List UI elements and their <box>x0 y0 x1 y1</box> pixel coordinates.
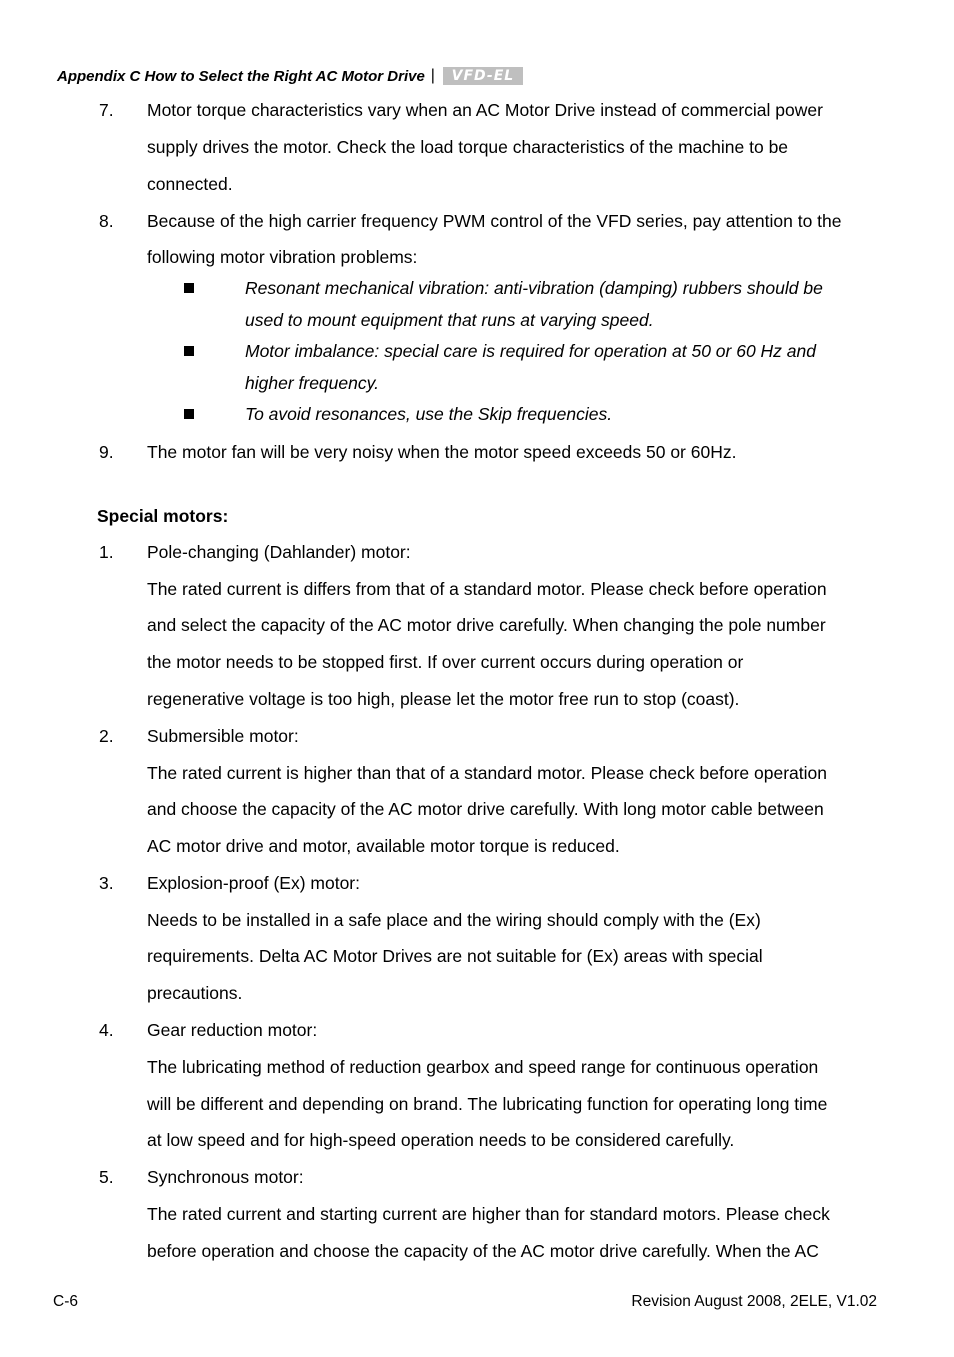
special-1-number: 1. <box>99 542 114 562</box>
bullet-1-line-2: used to mount equipment that runs at varying speed. <box>245 310 654 330</box>
special-2-line-3: AC motor drive and motor, available motor torque is reduced. <box>147 836 620 856</box>
special-2-line-1: The rated current is higher than that of a standard motor. Please check before operation <box>147 763 827 783</box>
item-7-line-2: supply drives the motor. Check the load torque characteristics of the machine to be <box>147 137 789 157</box>
page-header <box>57 64 523 88</box>
special-4-line-2: will be different and depending on brand. The lubricating function for operating long time <box>147 1094 828 1114</box>
special-3-line-3: precautions. <box>147 983 243 1003</box>
item-8-number: 8. <box>99 211 114 231</box>
header-separator: | <box>430 67 435 84</box>
special-5-number: 5. <box>99 1167 114 1187</box>
page-number: C-6 <box>53 1293 78 1310</box>
special-5-line-2: before operation and choose the capacity of the AC motor drive carefully. When the AC <box>147 1241 819 1261</box>
item-9-number: 9. <box>99 442 114 462</box>
special-4-line-3: at low speed and for high-speed operation needs to be considered carefully. <box>147 1130 735 1150</box>
special-4-number: 4. <box>99 1020 114 1040</box>
revision-note: Revision August 2008, 2ELE, V1.02 <box>631 1293 877 1310</box>
item-7-number: 7. <box>99 100 114 120</box>
item-7-line-3: connected. <box>147 174 233 194</box>
vfd-el-logo: VFD-EL <box>443 67 523 85</box>
special-5-line-1: The rated current and starting current are higher than for standard motors. Please check <box>147 1204 830 1224</box>
special-5-title: Synchronous motor: <box>147 1167 304 1187</box>
bullet-3-line-1: To avoid resonances, use the Skip frequencies. <box>245 404 613 424</box>
item-8-line-2: following motor vibration problems: <box>147 247 418 267</box>
special-3-title: Explosion-proof (Ex) motor: <box>147 873 360 893</box>
bullet-square-icon <box>184 346 194 356</box>
bullet-2-line-1: Motor imbalance: special care is required for operation at 50 or 60 Hz and <box>245 341 816 361</box>
special-3-line-2: requirements. Delta AC Motor Drives are not suitable for (Ex) areas with special <box>147 946 763 966</box>
special-1-line-3: the motor needs to be stopped first. If over current occurs during operation or <box>147 652 744 672</box>
special-motors-heading: Special motors: <box>97 506 229 526</box>
special-2-title: Submersible motor: <box>147 726 299 746</box>
bullet-square-icon <box>184 409 194 419</box>
bullet-1-line-1: Resonant mechanical vibration: anti-vibration (damping) rubbers should be <box>245 278 823 298</box>
item-7-line-1: Motor torque characteristics vary when an AC Motor Drive instead of commercial power <box>147 100 823 120</box>
item-8-line-1: Because of the high carrier frequency PWM control of the VFD series, pay attention to the <box>147 211 842 231</box>
special-4-title: Gear reduction motor: <box>147 1020 318 1040</box>
header-title: Appendix C How to Select the Right AC Motor Drive <box>57 67 425 85</box>
special-1-title: Pole-changing (Dahlander) motor: <box>147 542 411 562</box>
special-3-line-1: Needs to be installed in a safe place and the wiring should comply with the (Ex) <box>147 910 761 930</box>
special-2-number: 2. <box>99 726 114 746</box>
bullet-square-icon <box>184 283 194 293</box>
special-3-number: 3. <box>99 873 114 893</box>
special-1-line-1: The rated current is differs from that of a standard motor. Please check before operation <box>147 579 827 599</box>
special-1-line-4: regenerative voltage is too high, please let the motor free run to stop (coast). <box>147 689 740 709</box>
special-4-line-1: The lubricating method of reduction gearbox and speed range for continuous operation <box>147 1057 819 1077</box>
item-9-line-1: The motor fan will be very noisy when the motor speed exceeds 50 or 60Hz. <box>147 442 737 462</box>
bullet-2-line-2: higher frequency. <box>245 373 379 393</box>
special-1-line-2: and select the capacity of the AC motor drive carefully. When changing the pole number <box>147 615 826 635</box>
special-2-line-2: and choose the capacity of the AC motor drive carefully. With long motor cable between <box>147 799 824 819</box>
